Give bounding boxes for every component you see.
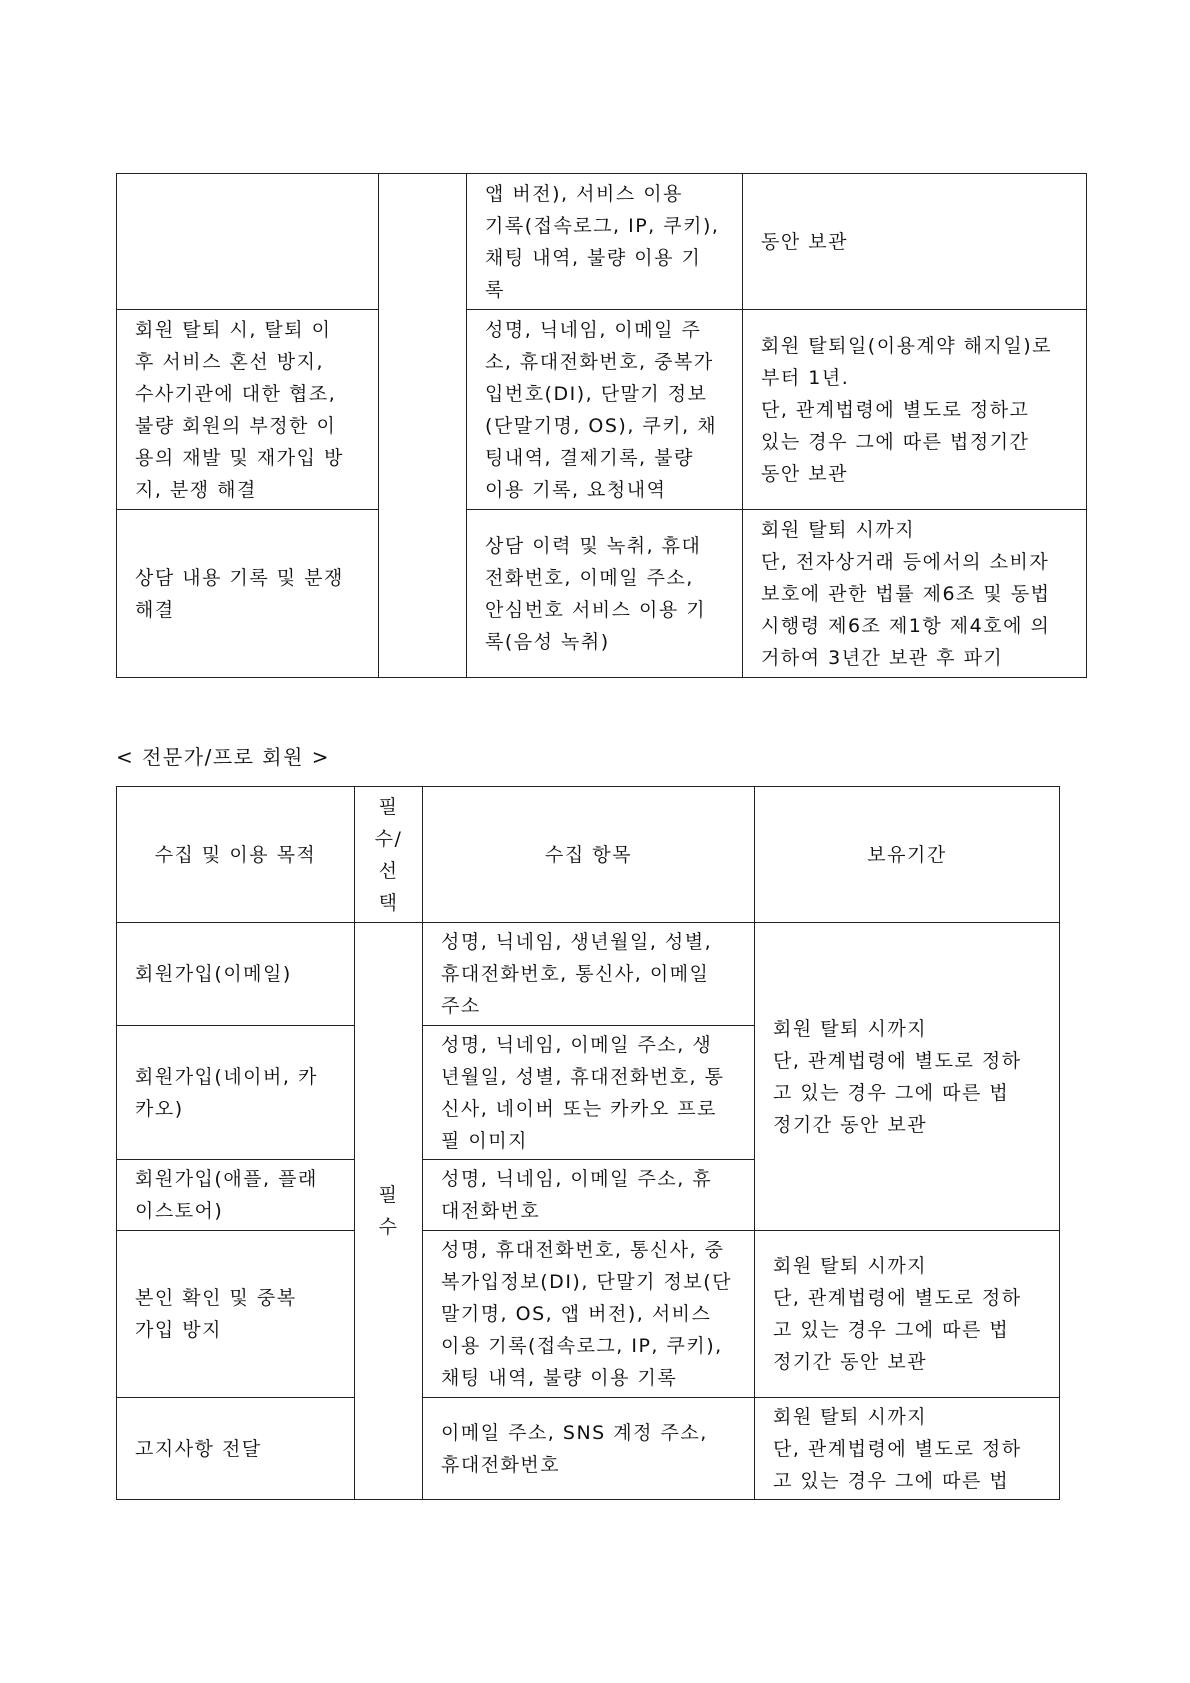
- cell-line: 필: [378, 1184, 399, 1206]
- table-row: [117, 1231, 1060, 1398]
- cell-line: 복가입정보(DI), 단말기 정보(단: [441, 1271, 732, 1293]
- cell-line: 휴대전화번호, 통신사, 이메일: [441, 963, 710, 985]
- cell-line: 단, 전자상거래 등에서의 소비자: [761, 550, 1050, 573]
- cell-line: 전화번호, 이메일 주소,: [485, 566, 694, 589]
- cell-line: 기록(접속로그, IP, 쿠키),: [485, 214, 720, 237]
- table-header-row: [117, 787, 1060, 923]
- cell-line: 선: [378, 859, 399, 882]
- cell-line: 가입 방지: [135, 1319, 222, 1341]
- table-row: [117, 310, 1087, 510]
- purpose-cell: [117, 1231, 355, 1398]
- period-cell: [743, 174, 1087, 310]
- cell-line: 성명, 닉네임, 이메일 주소, 휴: [441, 1168, 713, 1190]
- cell-line: 고지사항 전달: [135, 1437, 262, 1460]
- cell-line: 회원 탈퇴 시까지: [773, 1405, 928, 1428]
- cell-line: 회원 탈퇴 시까지: [773, 1255, 928, 1277]
- cell-line: 필 이미지: [441, 1129, 528, 1152]
- cell-line: 소, 휴대전화번호, 중복가: [485, 350, 714, 373]
- purpose-cell: [117, 923, 355, 1026]
- cell-line: 이용 기록, 요청내역: [485, 478, 667, 501]
- cell-line: 고 있는 경우 그에 따른 법: [773, 1469, 1010, 1492]
- cell-line: 불량 회원의 부정한 이: [135, 414, 337, 437]
- cell-line: 록: [485, 278, 505, 301]
- cell-line: 년월일, 성별, 휴대전화번호, 통: [441, 1065, 725, 1088]
- items-cell: [423, 1026, 755, 1160]
- items-cell: [467, 510, 743, 678]
- purpose-cell: [117, 510, 379, 678]
- cell-line: 회원 탈퇴일(이용계약 해지일)로: [761, 334, 1053, 357]
- required-cell: [379, 174, 467, 678]
- cell-line: 입번호(DI), 단말기 정보: [485, 382, 708, 405]
- cell-line: 수: [378, 1216, 399, 1238]
- purpose-cell: [117, 310, 379, 510]
- cell-line: 상담 내용 기록 및 분쟁: [135, 566, 344, 589]
- cell-line: 지, 분쟁 해결: [135, 478, 257, 501]
- cell-line: 동안 보관: [761, 230, 848, 253]
- header-period: 보유기간: [755, 787, 1060, 923]
- purpose-cell: [117, 1026, 355, 1160]
- cell-line: 고 있는 경우 그에 따른 법: [773, 1081, 1010, 1104]
- cell-line: 성명, 휴대전화번호, 통신사, 중: [441, 1239, 725, 1261]
- header-required: [355, 787, 423, 923]
- cell-line: 수사기관에 대한 협조,: [135, 382, 337, 405]
- cell-line: 필: [378, 795, 399, 818]
- purpose-cell: [117, 1398, 355, 1500]
- cell-line: 안심번호 서비스 이용 기: [485, 598, 707, 621]
- cell-line: 말기명, OS, 앱 버전), 서비스: [441, 1303, 712, 1325]
- expert-member-table: [116, 786, 1060, 1500]
- cell-line: 용의 재발 및 재가입 방: [135, 446, 344, 469]
- period-cell: [743, 510, 1087, 678]
- cell-line: 카오): [135, 1097, 184, 1120]
- period-cell: [755, 1231, 1060, 1398]
- items-cell: [423, 1231, 755, 1398]
- period-cell: [755, 923, 1060, 1231]
- cell-line: 회원가입(네이버, 카: [135, 1065, 318, 1088]
- cell-line: 휴대전화번호: [441, 1453, 561, 1476]
- cell-line: 이스토어): [135, 1200, 224, 1222]
- cell-line: 본인 확인 및 중복: [135, 1287, 297, 1309]
- table-row: [117, 923, 1060, 1026]
- purpose-cell: [117, 1160, 355, 1231]
- cell-line: 수/: [374, 827, 403, 850]
- cell-line: 록(음성 녹취): [485, 630, 610, 653]
- purpose-cell: [117, 174, 379, 310]
- required-cell: [355, 923, 423, 1500]
- retention-table-continued: [116, 173, 1087, 678]
- cell-line: 회원가입(이메일): [135, 963, 292, 985]
- items-cell: [423, 1160, 755, 1231]
- cell-line: 채팅 내역, 불량 이용 기: [485, 246, 702, 269]
- cell-line: 상담 이력 및 녹취, 휴대: [485, 534, 702, 557]
- cell-line: 동안 보관: [761, 462, 848, 485]
- cell-line: 단, 관계법령에 별도로 정하: [773, 1437, 1022, 1460]
- cell-line: 대전화번호: [441, 1200, 541, 1222]
- cell-line: 팅내역, 결제기록, 불량: [485, 446, 694, 469]
- table-row: [117, 510, 1087, 678]
- cell-line: 해결: [135, 598, 175, 621]
- cell-line: 회원 탈퇴 시까지: [773, 1017, 928, 1040]
- cell-line: 채팅 내역, 불량 이용 기록: [441, 1367, 678, 1389]
- cell-line: 회원 탈퇴 시, 탈퇴 이: [135, 318, 332, 341]
- header-items: 수집 항목: [423, 787, 755, 923]
- cell-line: 회원가입(애플, 플래: [135, 1168, 318, 1190]
- section-title: < 전문가/프로 회원 >: [116, 745, 331, 769]
- cell-line: 이메일 주소, SNS 계정 주소,: [441, 1421, 708, 1444]
- table-row: [117, 174, 1087, 310]
- period-cell: [755, 1398, 1060, 1500]
- items-cell: [423, 923, 755, 1026]
- cell-line: 있는 경우 그에 따른 법정기간: [761, 430, 1030, 453]
- items-cell: [467, 310, 743, 510]
- cell-line: 주소: [441, 995, 481, 1017]
- header-purpose: 수집 및 이용 목적: [117, 787, 355, 923]
- cell-line: 단, 관계법령에 별도로 정하: [773, 1049, 1022, 1072]
- items-cell: [467, 174, 743, 310]
- cell-line: 성명, 닉네임, 이메일 주: [485, 318, 702, 341]
- cell-line: 이용 기록(접속로그, IP, 쿠키),: [441, 1335, 723, 1357]
- cell-line: 성명, 닉네임, 이메일 주소, 생: [441, 1033, 713, 1056]
- cell-line: 성명, 닉네임, 생년월일, 성별,: [441, 931, 713, 953]
- cell-line: (단말기명, OS), 쿠키, 채: [485, 414, 718, 437]
- cell-line: 보호에 관한 법률 제6조 및 동법: [761, 582, 1051, 605]
- cell-line: 시행령 제6조 제1항 제4호에 의: [761, 614, 1051, 637]
- cell-line: 거하여 3년간 보관 후 파기: [761, 646, 1004, 669]
- cell-line: 고 있는 경우 그에 따른 법: [773, 1319, 1010, 1341]
- cell-line: 부터 1년.: [761, 366, 850, 389]
- cell-line: 택: [378, 891, 399, 914]
- items-cell: [423, 1398, 755, 1500]
- table-row: [117, 1398, 1060, 1500]
- cell-line: 후 서비스 혼선 방지,: [135, 350, 324, 373]
- cell-line: 회원 탈퇴 시까지: [761, 518, 916, 541]
- cell-line: 정기간 동안 보관: [773, 1113, 928, 1136]
- cell-line: 정기간 동안 보관: [773, 1351, 928, 1373]
- period-cell: [743, 310, 1087, 510]
- cell-line: 신사, 네이버 또는 카카오 프로: [441, 1097, 717, 1120]
- cell-line: 단, 관계법령에 별도로 정하고: [761, 398, 1030, 421]
- cell-line: 앱 버전), 서비스 이용: [485, 182, 683, 205]
- cell-line: 단, 관계법령에 별도로 정하: [773, 1287, 1022, 1309]
